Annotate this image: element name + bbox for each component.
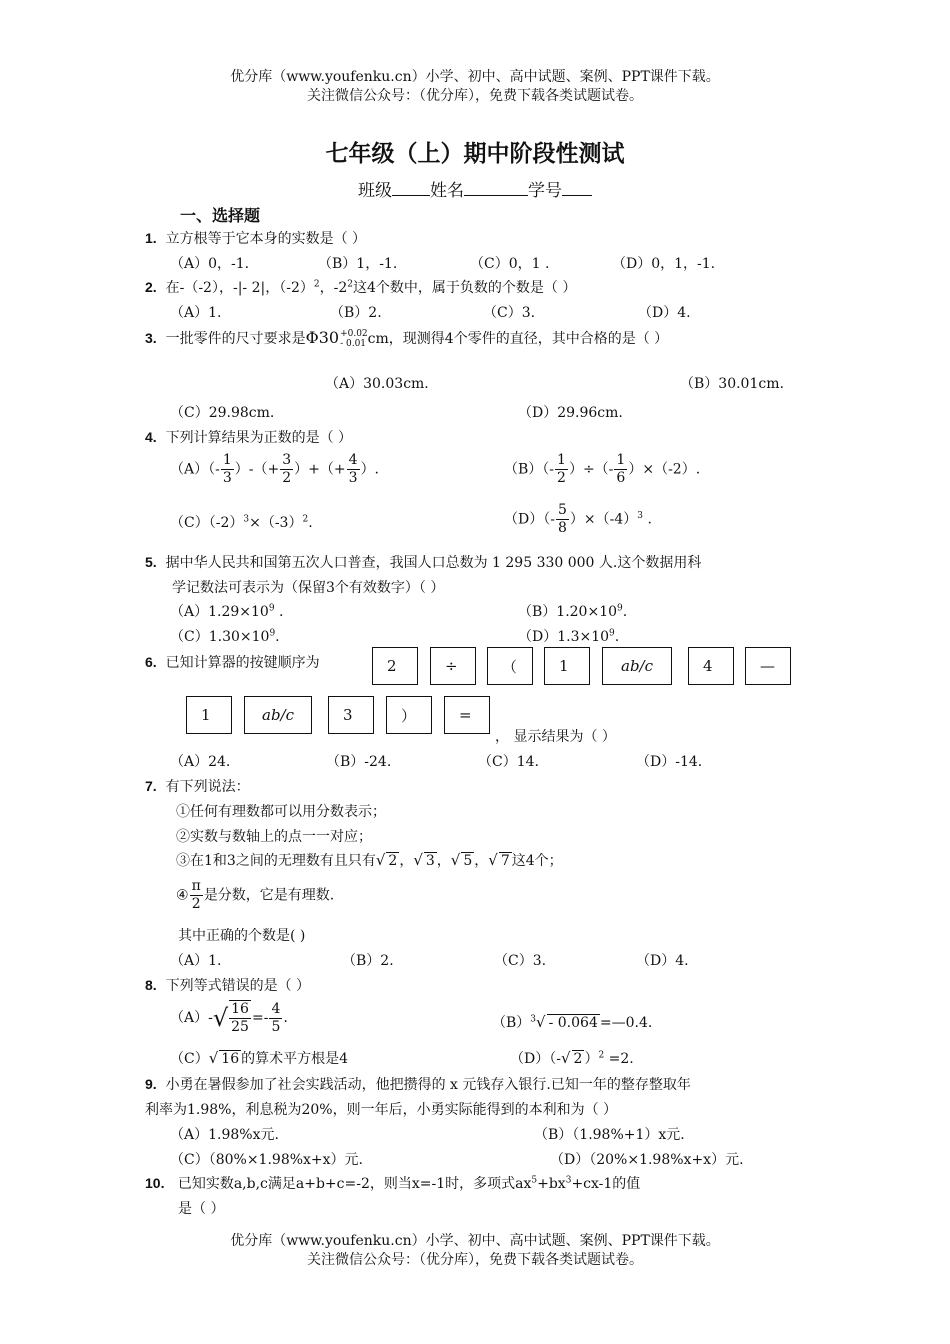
q7-ask: 其中正确的个数是( ) — [178, 928, 306, 944]
q7-statement-4: ④ $\frac{\pi}{2}$ 是分数，它是有理数. — [176, 878, 335, 912]
question-5-cont: 学记数法可表示为（保留3个有效数字）（ ） — [172, 580, 445, 596]
q2-option-a: （A）1. — [170, 305, 222, 321]
question-8: 8. 下列等式错误的是（ ） — [145, 977, 311, 994]
question-2: 2. 在-（-2），-|- 2|，$(-2)^2$，$-2^2$这4个数中，属于负数的个数是（ ） — [145, 279, 577, 296]
calc-key-fraction: ab/c — [602, 647, 672, 685]
q7-statement-3: ③在1和3之间的无理数有且只有√ 2 ，√ 3 ，√ 5 ，√ 7 这4个； — [176, 851, 563, 869]
q5-option-c: $(C)1.30\times 10^9$. — [170, 628, 280, 645]
q7-option-b: （B）2. — [342, 953, 394, 969]
q9-option-c: （C）（80%×1.98%x+x）元. — [170, 1152, 364, 1168]
q9-option-d: （D）（20%×1.98%x+x）元. — [550, 1152, 744, 1168]
question-9: 9. 小勇在暑假参加了社会实践活动，他把攒得的 x 元钱存入银行.已知一年的整存整取年 — [145, 1076, 691, 1093]
question-10: 10. 已知实数a,b,c满足a+b+c=-2，则当x=-1时，多项式$ax^5+bx^3+cx-1$的值 — [145, 1175, 641, 1192]
q7-statement-2: ②实数与数轴上的点一一对应； — [176, 829, 372, 845]
q4-option-a: （A）（- $\frac{1}{3}$ ）-（+ $\frac{3}{2}$ ）+（+ $\frac{4}{3}$ ）. — [170, 452, 380, 486]
question-9-cont: 利率为1.98%，利息税为20%，则一年后，小勇实际能得到的本利和为（ ） — [145, 1102, 618, 1118]
q8-option-c: （C）√ 16 的算术平方根是4 — [170, 1049, 349, 1067]
q2-option-d: （D）4. — [638, 305, 691, 321]
q6-option-d: （D）-14. — [636, 754, 703, 770]
header-line-2: 关注微信公众号：（优分库），免费下载各类试题试卷。 — [307, 88, 643, 104]
q5-option-b: $(B)1.20\times 10^9$. — [518, 603, 628, 620]
question-7: 7. 有下列说法： — [145, 778, 250, 795]
q3-option-a: （A）30.03cm. — [325, 376, 429, 392]
calc-key-1: 1 — [544, 647, 590, 685]
page-title: 七年级（上）期中阶段性测试 — [325, 140, 625, 167]
student-info: 班级 姓名 学号 — [0, 176, 950, 201]
q2-option-c: （C）3. — [483, 305, 536, 321]
footer-line-2: 关注微信公众号：（优分库），免费下载各类试题试卷。 — [307, 1252, 643, 1268]
q9-option-a: （A）1.98%x元. — [170, 1127, 279, 1143]
q6-option-c: （C）14. — [478, 754, 539, 770]
calc-key-1: 1 — [186, 696, 232, 734]
question-10-cont: 是（ ） — [178, 1201, 225, 1217]
question-6: 6. 已知计算器的按键顺序为 — [145, 654, 320, 671]
question-5: 5. 据中华人民共和国第五次人口普查，我国人口总数为 1 295 330 000 人.这个数据用科 — [145, 554, 702, 571]
header-line-1: 优分库（www.youfenku.cn）小学、初中、高中试题、案例、PPT课件下载。 — [230, 69, 720, 85]
class-blank — [392, 179, 430, 196]
q4-option-c: $(C)(-2)^3\times(-3)^2$. — [170, 514, 313, 531]
q8-option-d: （D）（-√ 2 ）$^2$ =2. — [510, 1049, 634, 1067]
q7-statement-1: ①任何有理数都可以用分数表示； — [176, 804, 386, 820]
q1-option-a: （A）0，-1. — [170, 256, 250, 272]
q3-option-d: （D）29.96cm. — [518, 405, 623, 421]
q5-option-a: $(A)1.29\times 10^9$ . — [170, 603, 284, 620]
section-heading: 一、选择题 — [180, 206, 261, 225]
calc-key-equals: = — [444, 696, 490, 734]
question-3: 3. 一批零件的尺寸要求是Φ30 +0.02 - 0.01 cm，现测得4个零件的直径，其中合格的是（ ） — [145, 328, 669, 349]
q8-option-a: （A）-√ $\frac{16}{25}$ =- $\frac{4}{5}$ . — [170, 1000, 288, 1035]
calc-key-4: 4 — [688, 647, 734, 685]
q6-option-a: （A）24. — [170, 754, 231, 770]
q6-result-prompt: ， 显示结果为（ ） — [495, 729, 616, 745]
calc-key-close-paren: ） — [386, 696, 432, 734]
q1-option-c: （C）0，1 . — [470, 256, 550, 272]
q4-option-d: （D）（- $\frac{5}{8}$ ）$\times(-4)^3$ . — [504, 502, 652, 536]
calc-key-minus: — — [745, 647, 791, 685]
q1-option-d: （D）0，1，-1. — [612, 256, 716, 272]
id-blank — [562, 179, 592, 196]
q7-option-c: （C）3. — [494, 953, 547, 969]
calc-key-fraction: ab/c — [244, 696, 312, 734]
calc-key-2: 2 — [372, 647, 418, 685]
question-1: 1. 立方根等于它本身的实数是（ ） — [145, 230, 367, 247]
q6-option-b: （B）-24. — [326, 754, 392, 770]
q5-option-d: $(D)1.3\times 10^9$. — [518, 628, 620, 645]
question-4: 4. 下列计算结果为正数的是（ ） — [145, 429, 353, 446]
calc-key-divide: ÷ — [430, 647, 476, 685]
q7-option-d: （D）4. — [636, 953, 689, 969]
q9-option-b: （B）（1.98%+1）x元. — [534, 1127, 685, 1143]
footer-line-1: 优分库（www.youfenku.cn）小学、初中、高中试题、案例、PPT课件下载。 — [230, 1233, 720, 1249]
q3-option-c: （C）29.98cm. — [170, 405, 275, 421]
q7-option-a: （A）1. — [170, 953, 222, 969]
q8-option-b: $(B)^3√ - 0.064$ =—0.4. — [492, 1013, 653, 1031]
q1-option-b: （B）1，-1. — [318, 256, 398, 272]
q2-option-b: （B）2. — [330, 305, 382, 321]
q4-option-b: （B）（- $\frac{1}{2}$ ）÷（- $\frac{1}{6}$ ）×（-2）. — [504, 452, 701, 486]
calc-key-open-paren: （ — [487, 647, 533, 685]
q3-option-b: （B）30.01cm. — [680, 376, 784, 392]
calc-key-3: 3 — [328, 696, 374, 734]
name-blank — [464, 179, 528, 196]
